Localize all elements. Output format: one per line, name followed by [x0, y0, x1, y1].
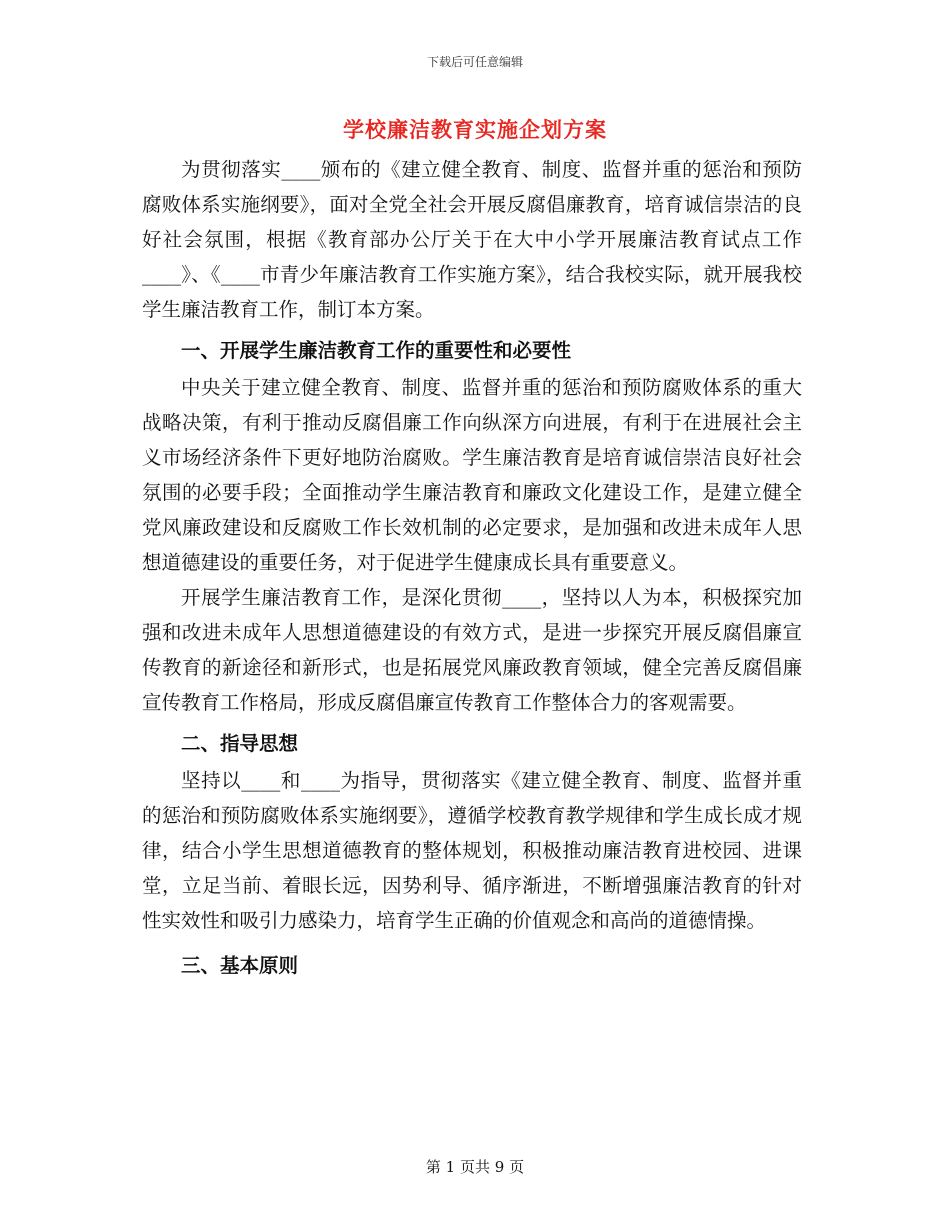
page-indicator: 第 1 页共 9 页 [425, 1158, 525, 1176]
section-1-paragraph-1: 中央关于建立健全教育、制度、监督并重的惩治和预防腐败体系的重大战略决策，有利于推动反腐倡廉工作向纵深方向进展，有利于在进展社会主义市场经济条件下更好地防治腐败。学生廉洁教育是培育诚信崇洁良好社会氛围的必要手段；全面推动学生廉洁教育和廉政文化建设工作，是建立健全党风廉政建设和反腐败工作长效机制的必定要求，是加强和改进未成年人思想道德建设的重要任务，对于促进学生健康成长具有重要意义。 [142, 376, 802, 574]
section-3-heading: 三、基本原则 [181, 954, 299, 977]
document-title: 学校廉洁教育实施企划方案 [343, 117, 607, 142]
section-2-heading: 二、指导思想 [181, 732, 299, 755]
intro-paragraph: 为贯彻落实____颁布的《建立健全教育、制度、监督并重的惩治和预防腐败体系实施纲要》，面对全党全社会开展反腐倡廉教育，培育诚信崇洁的良好社会氛围，根据《教育部办公厅关于在大中小学开展廉洁教育试点工作____》、《____市青少年廉洁教育工作实施方案》，结合我校实际，就开展我校学生廉洁教育工作，制订本方案。 [142, 158, 802, 321]
header-note: 下载后可任意编辑 [426, 55, 523, 69]
section-1-heading: 一、开展学生廉洁教育工作的重要性和必要性 [181, 339, 572, 362]
section-1-paragraph-2: 开展学生廉洁教育工作，是深化贯彻____，坚持以人为本，积极探究加强和改进未成年人思想道德建设的有效方式，是进一步探究开展反腐倡廉宣传教育的新途径和新形式，也是拓展党风廉政教育领域，健全完善反腐倡廉宣传教育工作格局，形成反腐倡廉宣传教育工作整体合力的客观需要。 [142, 586, 802, 714]
section-2-paragraph-1: 坚持以____和____为指导，贯彻落实《建立健全教育、制度、监督并重的惩治和预防腐败体系实施纲要》，遵循学校教育教学规律和学生成长成才规律，结合小学生思想道德教育的整体规划，积极推动廉洁教育进校园、进课堂，立足当前、着眼长远，因势利导、循序渐进，不断增强廉洁教育的针对性实效性和吸引力感染力，培育学生正确的价值观念和高尚的道德情操。 [142, 769, 802, 932]
document-body [142, 152, 802, 983]
